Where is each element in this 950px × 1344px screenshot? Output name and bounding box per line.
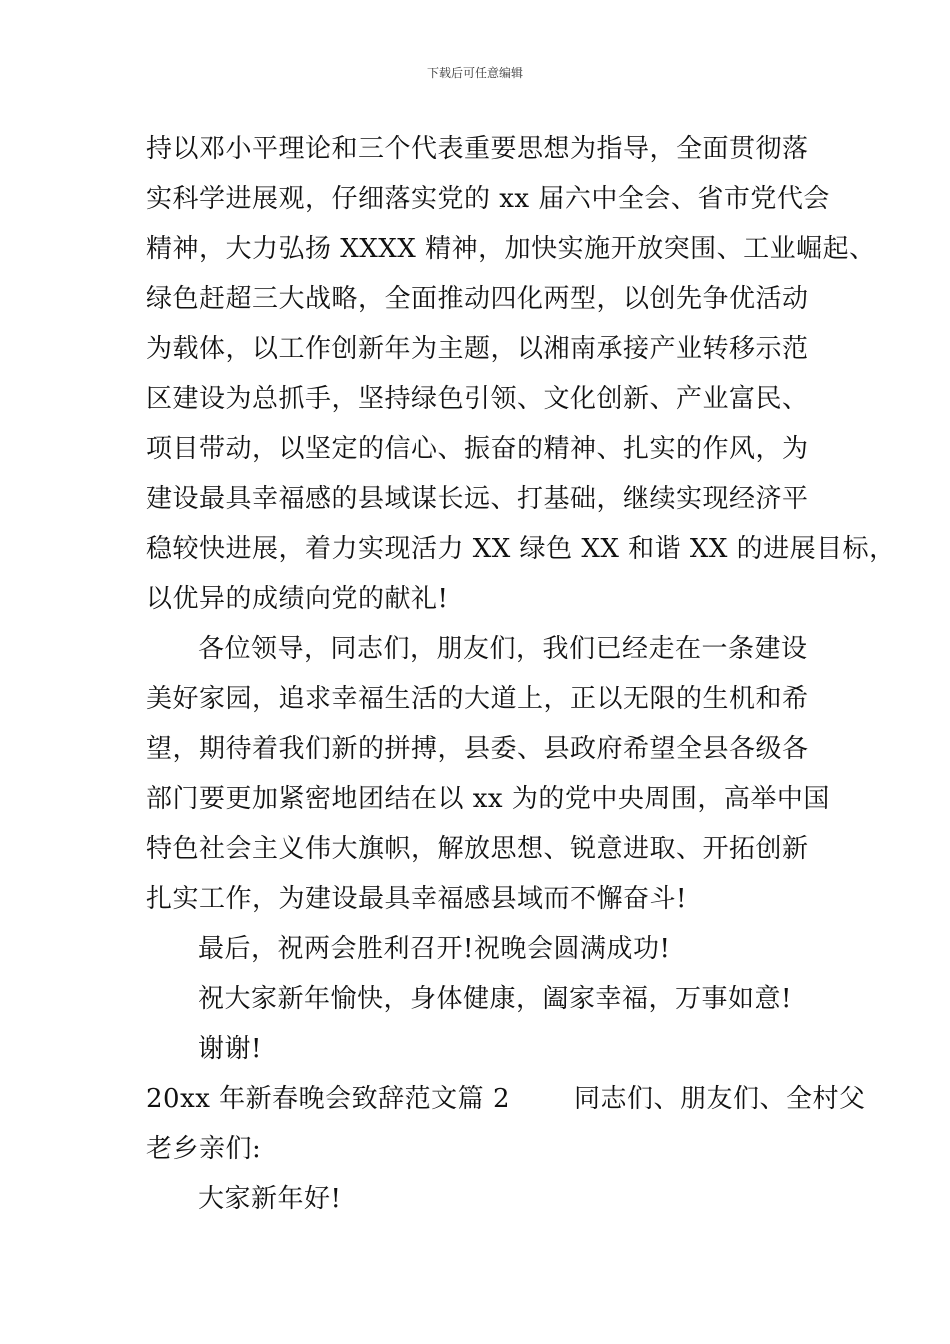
text-line: 美好家园，追求幸福生活的大道上，正以无限的生机和希: [146, 684, 809, 714]
text-line: 扎实工作，为建设最具幸福感县域而不懈奋斗!: [146, 884, 687, 914]
section-title: 20xx 年新春晚会致辞范文篇 2: [146, 1084, 510, 1114]
text-line: 部门要更加紧密地团结在以 xx 为的党中央周围，高举中国: [146, 784, 830, 814]
text-line: 望，期待着我们新的拼搏，县委、县政府希望全县各级各: [146, 734, 809, 764]
section-heading-line: [146, 1074, 866, 1124]
text-line: 以优异的成绩向党的献礼!: [146, 584, 449, 614]
text-line: 稳较快进展，着力实现活力 XX 绿色 XX 和谐 XX 的进展目标，: [146, 534, 896, 564]
paragraph-start-line: 各位领导，同志们，朋友们，我们已经走在一条建设: [198, 634, 808, 664]
text-line: 持以邓小平理论和三个代表重要思想为指导，全面贯彻落: [146, 134, 809, 164]
greeting-end: 老乡亲们:: [146, 1134, 262, 1164]
text-line: 项目带动，以坚定的信心、振奋的精神、扎实的作风，为: [146, 434, 809, 464]
closing-line: 最后，祝两会胜利召开!祝晚会圆满成功!: [198, 934, 671, 964]
text-line: 特色社会主义伟大旗帜，解放思想、锐意进取、开拓创新: [146, 834, 809, 864]
text-line: 为载体，以工作创新年为主题，以湘南承接产业转移示范: [146, 334, 809, 364]
thanks-line: 谢谢!: [198, 1034, 262, 1064]
text-line: 实科学进展观，仔细落实党的 xx 届六中全会、省市党代会: [146, 184, 830, 214]
text-line: 绿色赶超三大战略，全面推动四化两型，以创先争优活动: [146, 284, 809, 314]
greeting-start: 同志们、朋友们、全村父: [573, 1084, 866, 1114]
text-line: 精神，大力弘扬 XXXX 精神，加快实施开放突围、工业崛起、: [146, 234, 876, 264]
page-header: 下载后可任意编辑: [426, 66, 523, 80]
document-body: [146, 124, 896, 1224]
closing-line: 祝大家新年愉快，身体健康，阖家幸福，万事如意!: [198, 984, 792, 1014]
text-line: 建设最具幸福感的县域谋长远、打基础，继续实现经济平: [146, 484, 809, 514]
opening-line: 大家新年好!: [198, 1184, 342, 1214]
text-line: 区建设为总抓手，坚持绿色引领、文化创新、产业富民、: [146, 384, 809, 414]
